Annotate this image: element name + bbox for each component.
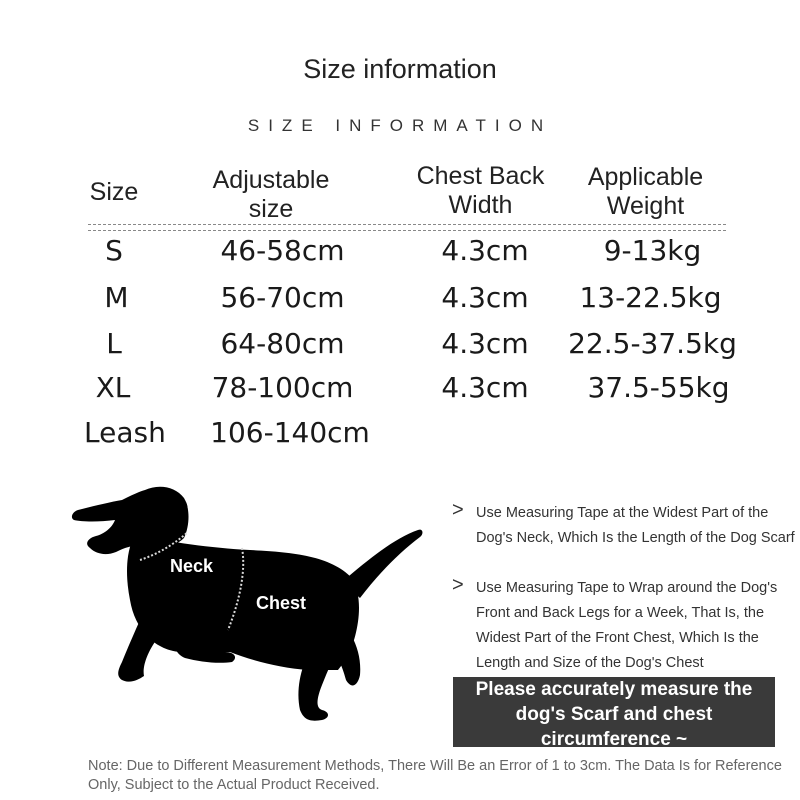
cell-size: S xyxy=(105,234,123,267)
cell-chest-back: 4.3cm xyxy=(441,234,529,267)
header-size-line1: Size xyxy=(89,178,139,206)
header-weight-line1: Applicable xyxy=(587,163,704,191)
neck-label: Neck xyxy=(170,556,214,576)
chevron-right-icon: > xyxy=(452,499,464,521)
page-title: Size information xyxy=(303,54,497,84)
disclaimer-note: Note: Due to Different Measurement Methods, There Will Be an Error of 1 to 3cm. The Data Is for Reference Only, Subject to the Actual Product Received. xyxy=(88,758,782,793)
cell-chest-back: 4.3cm xyxy=(441,281,529,314)
measure-banner: Please accurately measure the dog's Scarf and chest circumference ~ xyxy=(453,677,775,747)
cell-size: Leash xyxy=(84,416,166,449)
instruction-text: Use Measuring Tape at the Widest Part of the Dog's Neck, Which Is the Length of the Dog Scarf xyxy=(476,505,795,546)
header-divider xyxy=(88,224,726,231)
page-subtitle: SIZE INFORMATION xyxy=(247,116,553,135)
header-size xyxy=(84,178,144,207)
cell-adjustable: 78-100cm xyxy=(211,371,354,404)
chevron-right-icon: > xyxy=(452,574,464,596)
instruction-text: Use Measuring Tape to Wrap around the Dog's Front and Back Legs for a Week, That Is, the Widest Part of the Front Chest, Which Is the Length and Size of the Dog's Chest xyxy=(476,580,778,671)
cell-size: XL xyxy=(95,371,131,404)
dog-illustration xyxy=(60,480,440,730)
header-chest-back xyxy=(398,162,563,220)
chest-label: Chest xyxy=(256,593,307,613)
cell-chest-back: 4.3cm xyxy=(441,371,529,404)
header-adjustable xyxy=(190,166,352,224)
cell-size: L xyxy=(106,327,122,360)
cell-weight: 9-13kg xyxy=(603,234,702,267)
instruction-chest xyxy=(452,576,797,676)
header-weight xyxy=(568,163,723,221)
header-chest-back-line2: Width xyxy=(448,191,513,219)
cell-weight: 37.5-55kg xyxy=(587,371,730,404)
cell-weight: 13-22.5kg xyxy=(579,281,722,314)
cell-weight: 22.5-37.5kg xyxy=(568,327,737,360)
cell-size: M xyxy=(104,281,129,314)
header-chest-back-line1: Chest Back xyxy=(416,162,545,190)
header-adjustable-line2: size xyxy=(248,195,294,223)
cell-adjustable: 106-140cm xyxy=(210,416,370,449)
header-weight-line2: Weight xyxy=(606,192,685,220)
header-adjustable-line1: Adjustable xyxy=(212,166,330,194)
cell-adjustable: 56-70cm xyxy=(220,281,345,314)
cell-adjustable: 64-80cm xyxy=(220,327,345,360)
cell-chest-back: 4.3cm xyxy=(441,327,529,360)
instruction-neck xyxy=(452,501,797,551)
cell-adjustable: 46-58cm xyxy=(220,234,345,267)
